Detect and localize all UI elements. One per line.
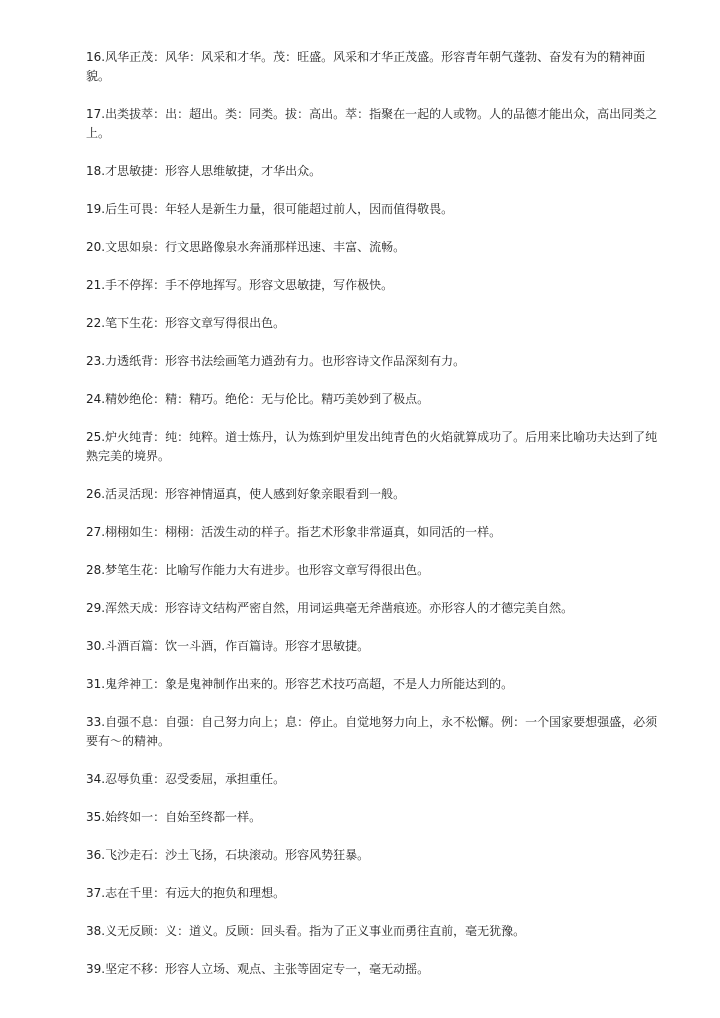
idiom-entry-16: 16.风华正茂：风华：风采和才华。茂：旺盛。风采和才华正茂盛。形容青年朝气蓬勃、奋发有为的精神面貌。 [86, 50, 646, 83]
idiom-entry-19: 19.后生可畏：年轻人是新生力量，很可能超过前人，因而值得敬畏。 [86, 202, 454, 216]
idiom-entry-28: 28.梦笔生花：比喻写作能力大有进步。也形容文章写得很出色。 [86, 563, 430, 577]
idiom-entry-31: 31.鬼斧神工：象是鬼神制作出来的。形容艺术技巧高超，不是人力所能达到的。 [86, 677, 514, 691]
idiom-entry-24: 24.精妙绝伦：精：精巧。绝伦：无与伦比。精巧美妙到了极点。 [86, 392, 430, 406]
idiom-entry-26: 26.活灵活现：形容神情逼真，使人感到好象亲眼看到一般。 [86, 487, 406, 501]
idiom-entry-25: 25.炉火纯青：纯：纯粹。道士炼丹，认为炼到炉里发出纯青色的火焰就算成功了。后用来比喻功夫达到了纯熟完美的境界。 [86, 430, 658, 463]
idiom-entry-20: 20.文思如泉：行文思路像泉水奔涌那样迅速、丰富、流畅。 [86, 240, 406, 254]
idiom-entry-33: 33.自强不息：自强：自己努力向上；息：停止。自觉地努力向上，永不松懈。例：一个国家要想强盛，必须要有～的精神。 [86, 715, 658, 748]
idiom-entry-18: 18.才思敏捷：形容人思维敏捷，才华出众。 [86, 164, 322, 178]
idiom-entry-30: 30.斗酒百篇：饮一斗酒，作百篇诗。形容才思敏捷。 [86, 639, 370, 653]
idiom-entry-23: 23.力透纸背：形容书法绘画笔力遒劲有力。也形容诗文作品深刻有力。 [86, 354, 466, 368]
idiom-entry-35: 35.始终如一：自始至终都一样。 [86, 810, 262, 824]
idiom-entry-22: 22.笔下生花：形容文章写得很出色。 [86, 316, 286, 330]
idiom-entry-36: 36.飞沙走石：沙土飞扬，石块滚动。形容风势狂暴。 [86, 848, 370, 862]
idiom-entry-39: 39.坚定不移：形容人立场、观点、主张等固定专一，毫无动摇。 [86, 962, 430, 976]
idiom-list [86, 48, 658, 998]
idiom-entry-38: 38.义无反顾：义：道义。反顾：回头看。指为了正义事业而勇往直前，毫无犹豫。 [86, 924, 526, 938]
idiom-entry-37: 37.志在千里：有远大的抱负和理想。 [86, 886, 286, 900]
idiom-entry-17: 17.出类拔萃：出：超出。类：同类。拔：高出。萃：指聚在一起的人或物。人的品德才能出众，高出同类之上。 [86, 107, 658, 140]
idiom-entry-27: 27.栩栩如生：栩栩：活泼生动的样子。指艺术形象非常逼真，如同活的一样。 [86, 525, 502, 539]
idiom-entry-29: 29.浑然天成：形容诗文结构严密自然，用词运典毫无斧凿痕迹。亦形容人的才德完美自然。 [86, 601, 574, 615]
idiom-entry-21: 21.手不停挥：手不停地挥写。形容文思敏捷，写作极快。 [86, 278, 394, 292]
idiom-entry-34: 34.忍辱负重：忍受委屈，承担重任。 [86, 772, 286, 786]
